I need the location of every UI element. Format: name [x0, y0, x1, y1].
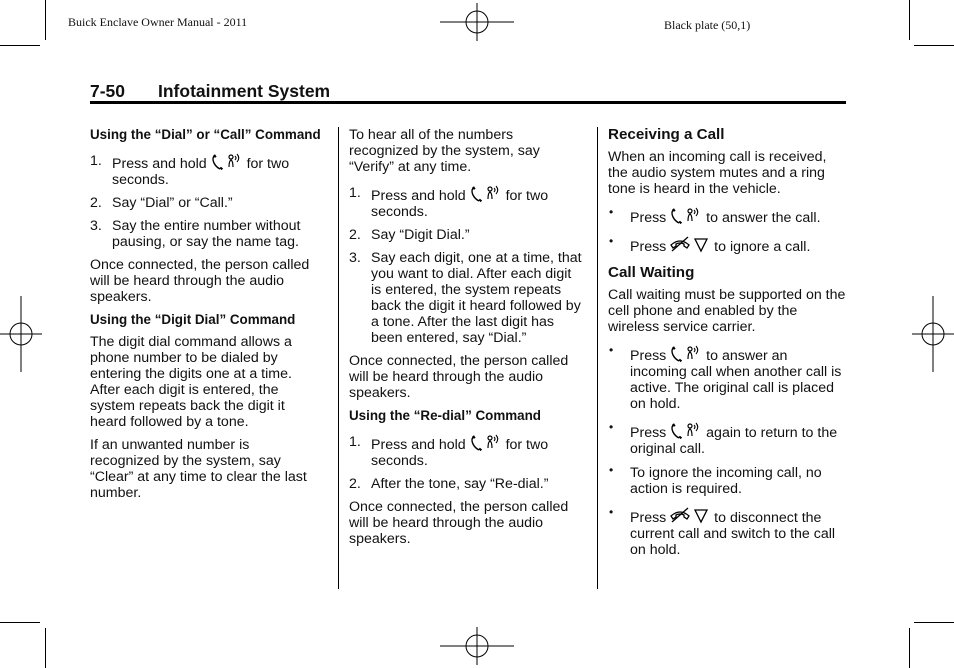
manual-title: Buick Enclave Owner Manual - 2011: [68, 15, 248, 29]
crop-mark: [909, 0, 910, 40]
crop-mark: [0, 622, 40, 623]
registration-mark-icon: [0, 296, 42, 372]
list-item: 2. Say “Digit Dial.”: [349, 227, 470, 243]
steps-digit-dial: [349, 185, 585, 346]
list-item: 2. After the tone, say “Re-dial.”: [349, 476, 549, 492]
bullet: •: [609, 420, 614, 434]
list-item: 3. Say each digit, one at a time, that you want to dial. After each digit is entered, the system repeats back the digit it heard followed by a tone. After the last digit has been entered, say “Dial.”: [349, 250, 582, 346]
phone-voice-icon: [470, 185, 502, 202]
list-item: • To ignore the incoming call, no action is required.: [609, 463, 822, 497]
steps-redial: [349, 434, 585, 492]
list-item: 1. Press and hold for two seconds.: [90, 153, 290, 188]
crop-mark: [914, 45, 954, 46]
header-rule: [90, 101, 846, 104]
column-1: [90, 127, 322, 508]
steps-dial-call: [90, 153, 322, 250]
bullet: •: [609, 343, 614, 357]
plate-label: Black plate (50,1): [664, 18, 751, 32]
crop-mark: [909, 628, 910, 668]
paragraph: To hear all of the numbers recognized by the system, say “Verify” at any time.: [349, 127, 540, 175]
hangup-mute-icon: [670, 236, 710, 253]
subheading-dial-call: Using the “Dial” or “Call” Command: [90, 127, 321, 142]
subheading-redial: Using the “Re-dial” Command: [349, 408, 541, 423]
column-divider: [597, 127, 598, 589]
bullets-call-waiting: [608, 345, 848, 558]
crop-mark: [45, 0, 46, 40]
paragraph: Once connected, the person called will be heard through the audio speakers.: [90, 257, 310, 305]
crop-mark: [45, 628, 46, 668]
phone-voice-icon: [470, 434, 502, 451]
section-title: [90, 81, 330, 102]
paragraph: If an unwanted number is recognized by the system, say “Clear” at any time to clear the last number.: [90, 437, 307, 501]
list-item: • Press to answer an incoming call when another call is active. The original call is placed on hold.: [609, 343, 842, 412]
paragraph: The digit dial command allows a phone number to be dialed by entering the digits one at a time. After each digit is entered, the system repeats back the digit it heard followed by a tone.: [90, 334, 292, 430]
list-item: • Press again to return to the original call.: [609, 420, 838, 457]
phone-voice-icon: [211, 153, 243, 170]
paragraph: Once connected, the person called will be heard through the audio speakers.: [349, 353, 569, 401]
registration-mark-icon: [440, 3, 514, 41]
paragraph: Once connected, the person called will be heard through the audio speakers.: [349, 499, 569, 547]
list-item: 2. Say “Dial” or “Call.”: [90, 195, 233, 211]
phone-voice-icon: [670, 345, 702, 362]
heading-receiving-call: Receiving a Call: [608, 126, 725, 143]
list-item: • Press to ignore a call.: [609, 234, 811, 255]
registration-mark-icon: [912, 296, 954, 372]
crop-mark: [914, 622, 954, 623]
subheading-digit-dial: Using the “Digit Dial” Command: [90, 312, 296, 327]
paragraph: When an incoming call is received, the audio system mutes and a ring tone is heard in the vehicle.: [608, 149, 827, 197]
list-item: • Press to disconnect the current call and switch to the call on hold.: [609, 505, 836, 558]
phone-voice-icon: [670, 422, 702, 439]
hangup-mute-icon: [670, 507, 710, 524]
paragraph: Call waiting must be supported on the cell phone and enabled by the wireless service carrier.: [608, 287, 846, 335]
column-2: [349, 127, 585, 554]
list-item: 3. Say the entire number without pausing, or say the name tag.: [90, 218, 301, 250]
column-3: [608, 127, 848, 565]
heading-call-waiting: Call Waiting: [608, 264, 695, 281]
bullets-receiving: [608, 207, 848, 255]
crop-mark: [0, 45, 40, 46]
registration-mark-icon: [440, 627, 514, 665]
bullet: •: [609, 205, 614, 219]
column-divider: [338, 127, 339, 589]
list-item: 1. Press and hold for two seconds.: [349, 434, 549, 469]
section-name: Infotainment System: [158, 81, 331, 101]
phone-voice-icon: [670, 207, 702, 224]
bullet: •: [609, 505, 614, 519]
list-item: • Press to answer the call.: [609, 205, 821, 226]
bullet: •: [609, 234, 614, 248]
list-item: 1. Press and hold for two seconds.: [349, 185, 549, 220]
bullet: •: [609, 463, 614, 477]
page-number: 7-50: [90, 81, 126, 101]
